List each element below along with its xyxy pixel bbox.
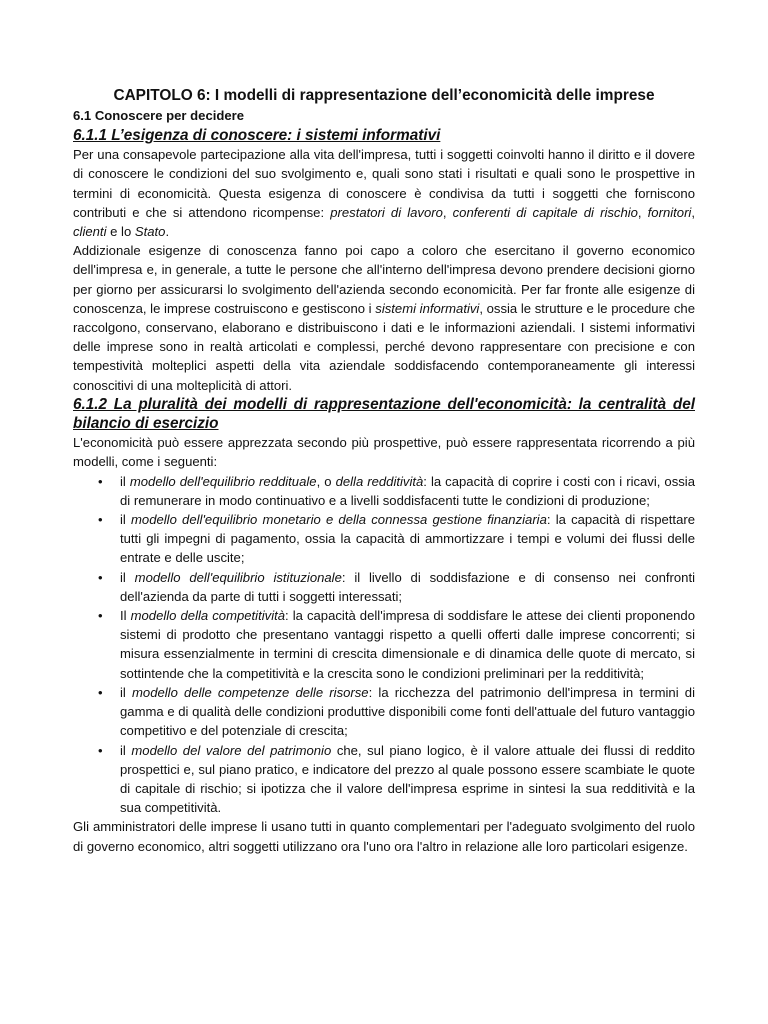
list-item-text: il [120, 684, 133, 700]
bullet-icon: • [98, 742, 103, 758]
list-item-text: , o [316, 473, 336, 489]
paragraph-2-text: Addizionale esigenze di conoscenza fanno poi capo a coloro che esercitano il governo economico dell'impresa e, in generale, a tutte le persone che all'interno dell'impresa devono prendere decisioni giorno per giorno per assicurarsi lo svolgimento dell'azienda secondo economicità. Per far fronte alle esigenze di conoscenza, le imprese costruiscono e gestiscono i [73, 243, 695, 316]
list-item-text: il [120, 512, 132, 528]
bullet-icon: • [98, 684, 103, 700]
paragraph-3: L'economicità può essere apprezzata secondo più prospettive, può essere rappresentata ricorrendo a più modelli, come i seguenti: [73, 435, 695, 470]
document-page [73, 86, 695, 856]
list-item [98, 741, 695, 818]
list-item-text: : il livello di soddisfazione e di consenso nei confronti dell'azienda da parte di tutti i soggetti interessati; [120, 569, 695, 604]
section-title: 6.1 Conoscere per decidere [73, 108, 245, 123]
paragraph-1-term: clienti [73, 224, 107, 240]
list-item-text: : la capacità di rispettare tutti gli impegni di pagamento, ossia la capacità di ammortizzare i tempi e volumi dei flussi delle entrate e delle uscite; [120, 512, 695, 566]
list-item-text: : la ricchezza del patrimonio dell'impresa in termini di gamma e di qualità delle condizioni produttive disponibili come fonti dell'attuale del futuro vantaggio competitivo e del potenziale di crescita; [120, 684, 695, 739]
paragraph-1 [73, 145, 695, 241]
paragraph-1-text: . [165, 224, 170, 240]
list-item [98, 510, 695, 568]
paragraph-1-text: , [691, 204, 695, 220]
bullet-icon: • [98, 473, 103, 489]
list-item-term: modello della competitività [130, 608, 286, 624]
bullet-icon: • [98, 569, 103, 585]
list-item-text: il [120, 742, 132, 758]
paragraph-1-text: , [442, 204, 453, 220]
list-item [98, 568, 695, 606]
paragraph-2-text: , ossia le strutture e le procedure che raccolgono, conservano, elaborano e distribuiscono i dati e le informazioni aziendali. I sistemi informativi delle imprese sono in realtà articolati e complessi, perché devono rappresentare con precisione e con tempestività molteplici aspetti della vita aziendale soddisfacendo contemporaneamente gli interessi conoscitivi di una molteplicità di attori. [73, 300, 695, 393]
paragraph-1-term: fornitori [647, 204, 692, 220]
models-list [73, 472, 695, 818]
chapter-title: CAPITOLO 6: I modelli di rappresentazione dell’economicità delle imprese [113, 87, 655, 104]
list-item-text: il [120, 569, 135, 585]
paragraph-4: Gli amministratori delle imprese li usano tutti in quanto complementari per l'adeguato svolgimento del ruolo di governo economico, altri soggetti utilizzano ora l'uno ora l'altro in relazione alle loro particolari esigenze. [73, 819, 695, 854]
list-item-term: modello dell'equilibrio istituzionale [134, 569, 342, 585]
list-item [98, 683, 695, 741]
list-item-text: che, sul piano logico, è il valore attuale dei flussi di reddito prospettici e, sul piano pratico, e indicatore del prezzo al quale possono essere scambiate le quote di capitale di rischio; si ipotizza che il valore dell'impresa esprime in sintesi la sua redditività e la sua competitività. [120, 742, 695, 816]
bullet-icon: • [98, 608, 103, 624]
list-item-text: il [120, 473, 130, 489]
list-item-text: Il [120, 608, 131, 624]
subsection-title-6-1-2: 6.1.2 La pluralità dei modelli di rappresentazione dell'economicità: la centralità del bilancio di esercizio [73, 395, 695, 433]
list-item-text: : la capacità di coprire i costi con i ricavi, ossia di remunerare in modo continuativo e a livelli soddisfacenti tutte le condizioni di produzione; [120, 473, 695, 508]
list-item-text: : la capacità dell'impresa di soddisfare le attese dei clienti proponendo sistemi di prodotto che presentano vantaggi rispetto a quelli offerti dalle imprese concorrenti; si misura essenzialmente in termini di crescita dimensionale e di dinamica delle quote di mercato, si sottintende che la competitività e la crescita sono le condizioni preliminari per la redditività; [120, 608, 695, 681]
bullet-icon: • [98, 512, 103, 528]
list-item-term: della redditività [335, 473, 424, 489]
list-item [98, 472, 695, 510]
subsection-title-6-1-1: 6.1.1 L’esigenza di conoscere: i sistemi informativi [73, 127, 441, 144]
list-item-term: modello delle competenze delle risorse [132, 684, 369, 700]
paragraph-1-text: e lo [106, 224, 135, 240]
paragraph-1-text: Per una consapevole partecipazione alla vita dell'impresa, tutti i soggetti coinvolti hanno il diritto e il dovere di conoscere le condizioni del suo svolgimento e, quali sono stati i risultati e quali sono le prospettive in termini di economicità. Questa esigenza di conoscere è condivisa da tutti i soggetti che forniscono contributi e che si attendono ricompense: [73, 147, 695, 220]
paragraph-1-term: Stato [134, 224, 166, 240]
list-item-term: modello dell'equilibrio reddituale [129, 473, 317, 489]
paragraph-1-term: prestatori di lavoro [330, 204, 443, 220]
list-item [98, 606, 695, 683]
list-item-term: modello del valore del patrimonio [131, 742, 332, 758]
paragraph-2-term: sistemi informativi [375, 300, 480, 316]
paragraph-1-text: , [637, 204, 648, 220]
paragraph-1-term: conferenti di capitale di rischio [452, 204, 638, 220]
paragraph-2 [73, 241, 695, 395]
list-item-term: modello dell'equilibrio monetario e della connessa gestione finanziaria [131, 512, 547, 528]
